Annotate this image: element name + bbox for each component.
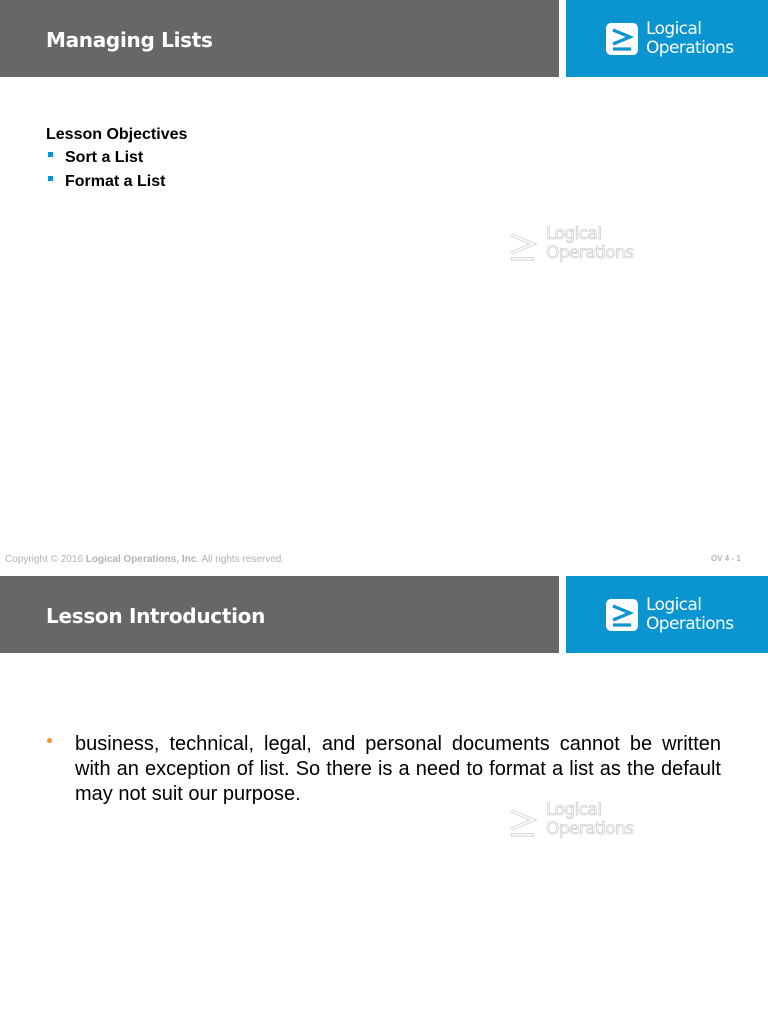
logo-line-2: Operations	[646, 614, 734, 634]
watermark-logo-icon	[508, 805, 538, 839]
slide-number: OV 4 - 1	[711, 554, 741, 563]
square-bullet-icon	[48, 176, 53, 181]
slide-title: Managing Lists	[46, 28, 213, 52]
bullet-dot-icon	[47, 738, 52, 743]
list-item	[46, 732, 721, 807]
list-item	[46, 149, 165, 173]
introduction-list	[46, 732, 721, 807]
objectives-list	[46, 149, 165, 197]
watermark-line-1: Logical	[546, 224, 602, 244]
slide-lesson-introduction	[0, 576, 768, 1024]
objective-text: Format a List	[65, 173, 166, 190]
logo-line-1: Logical	[646, 595, 702, 615]
logo-line-2: Operations	[646, 38, 734, 58]
logo-line-1: Logical	[646, 19, 702, 39]
title-bar	[0, 0, 559, 77]
introduction-text: business, technical, legal, and personal documents cannot be written with an exception of list. So there is a need to format a list as the default may not suit our purpose.	[75, 733, 721, 805]
watermark-logo-icon	[508, 229, 538, 263]
logo-wordmark	[646, 20, 733, 58]
title-bar	[0, 576, 559, 653]
copyright-suffix: . All rights reserved.	[196, 554, 285, 565]
copyright-prefix: Copyright © 2016	[5, 554, 86, 565]
logical-operations-logo-icon	[605, 598, 639, 632]
list-item	[46, 173, 165, 197]
objectives-heading: Lesson Objectives	[46, 126, 188, 143]
objective-text: Sort a List	[65, 149, 144, 166]
watermark-wordmark	[546, 225, 633, 263]
logo-watermark	[508, 225, 648, 269]
logo-wordmark	[646, 596, 733, 634]
copyright-notice	[5, 554, 284, 565]
watermark-wordmark	[546, 801, 633, 839]
watermark-line-1: Logical	[546, 800, 602, 820]
copyright-company: Logical Operations, Inc	[85, 554, 197, 565]
square-bullet-icon	[48, 152, 53, 157]
slide-title: Lesson Introduction	[46, 604, 266, 628]
logical-operations-logo-icon	[605, 22, 639, 56]
watermark-line-2: Operations	[546, 243, 634, 263]
watermark-line-2: Operations	[546, 819, 634, 839]
logo-watermark	[508, 801, 648, 845]
